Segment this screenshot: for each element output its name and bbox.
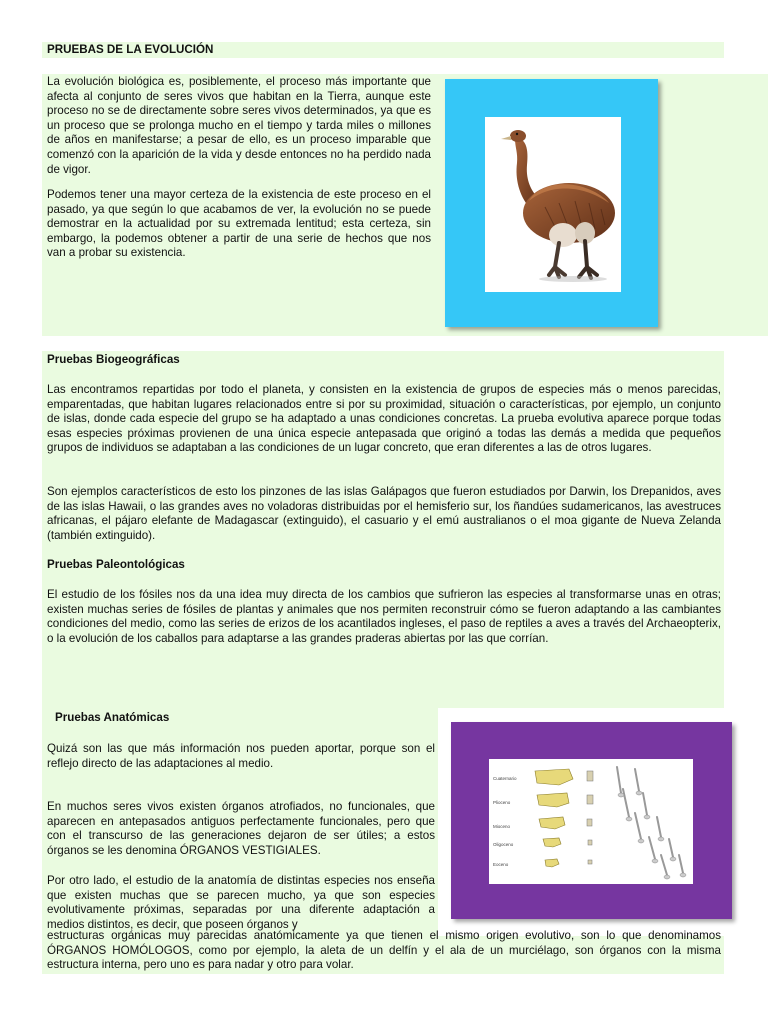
fossil-label-1: Plioceno	[493, 800, 511, 805]
fossil-teeth	[587, 771, 593, 864]
anatomicas-paragraph-2: En muchos seres vivos existen órganos atrofiados, no funcionales, que aparecen en antepasados antiguos perfectamente funcionales, pero que con el transcurso de las generaciones dejaron de ser útiles; a estos órganos se les denomina ÓRGANOS VESTIGIALES.	[47, 800, 435, 857]
page-title: PRUEBAS DE LA EVOLUCIÓN	[47, 43, 214, 56]
moa-bird-illustration	[485, 117, 621, 292]
biogeograficas-paragraph-1: Las encontramos repartidas por todo el planeta, y consisten en la existencia de grupos de especies más o menos parecidas, emparentadas, que habitan lugares relacionados entre si por su proximidad, situación o características, por ejemplo, un conjunto de islas, donde cada especie del grupo se ha adaptado a unas condiciones concretas. La prueba evolutiva aparece porque todas esas especies próximas provienen de una única especie antepasada que originó a todas las demás a medida que pequeños grupos de individuos se adaptaban a las condiciones de un lugar concreto, que eran diferentes a las de otros lugares.	[47, 383, 721, 455]
intro-paragraph-2: Podemos tener una mayor certeza de la existencia de este proceso en el pasado, ya que según lo que acabamos de ver, la evolución no se puede demostrar en la actualidad por su extremada lentitud; esta certeza, sin embargo, la podemos obtener a partir de una serie de hechos que nos van a probar su existencia.	[47, 188, 431, 260]
paleontologicas-paragraph-1: El estudio de los fósiles nos da una idea muy directa de los cambios que sufrieron las especies al transformarse unas en otras; existen muchas series de fósiles de plantas y animales que nos permiten reconstruir cómo se fueron adaptando a las cambiantes condiciones del medio, como las series de erizos de los acantilados ingleses, el paso de reptiles a aves a través del Archaeopterix, o la evolución de los caballos para adaptarse a las grandes praderas abiertas por las que corrían.	[47, 588, 721, 645]
heading-anatomicas: Pruebas Anatómicas	[55, 711, 170, 724]
intro-paragraph-1: La evolución biológica es, posiblemente, el proceso más importante que afecta al conjunto de seres vivos que habitan en la Tierra, aunque este proceso no se de directamente sobre seres vivos determinados, ya que es un proceso que se prolonga mucho en el tiempo y tarda miles o millones de años en manifestarse; a pesar de ello, es un proceso imparable que comenzó con la aparición de la vida y desde entonces no ha perdido nada de vigor.	[47, 75, 431, 176]
moa-image-frame	[445, 79, 658, 327]
heading-biogeograficas: Pruebas Biogeográficas	[47, 353, 180, 366]
fossil-label-0: Cuaternario	[493, 776, 517, 781]
heading-paleontologicas: Pruebas Paleontológicas	[47, 558, 185, 571]
fossil-hooves	[618, 791, 686, 879]
biogeograficas-paragraph-2: Son ejemplos característicos de esto los pinzones de las islas Galápagos que fueron estudiados por Darwin, los Drepanidos, aves de las islas Hawaii, o las grandes aves no voladoras distribuidas por el hemisferio sur, los ñandúes sudamericanos, las avestruces africanas, el pájaro elefante de Madagascar (extinguido), el casuario y el emú australianos o el moa gigante de Nueva Zelanda (también extinguido).	[47, 485, 721, 542]
anatomicas-paragraph-3a: Por otro lado, el estudio de la anatomía de distintas especies nos enseña que existen muchas que se parecen mucho, ya que son especies evolutivamente próximas, separadas por una diferente adaptación a medios distintos, es decir, que poseen órganos y	[47, 874, 435, 931]
fossil-label-2: Mioceno	[493, 824, 511, 829]
horse-evolution-image-frame	[451, 722, 732, 919]
anatomicas-paragraph-3b: estructuras orgánicas muy parecidas anatómicamente ya que tienen el mismo origen evolutivo, son lo que denominamos ÓRGANOS HOMÓLOGOS, como por ejemplo, la aleta de un delfín y el ala de un murciélago, son órganos con la misma estructura interna, pero uno es para nadar y otro para volar.	[47, 929, 721, 972]
fossil-label-3: Oligoceno	[493, 842, 514, 847]
horse-evolution-figure	[489, 759, 693, 884]
horse-skull-and-limb-diagram	[489, 759, 693, 884]
fossil-skulls	[535, 769, 573, 867]
anatomicas-paragraph-1: Quizá son las que más información nos pueden aportar, porque son el reflejo directo de las adaptaciones al medio.	[47, 742, 435, 770]
moa-image	[485, 117, 621, 292]
fossil-label-4: Eoceno	[493, 862, 509, 867]
